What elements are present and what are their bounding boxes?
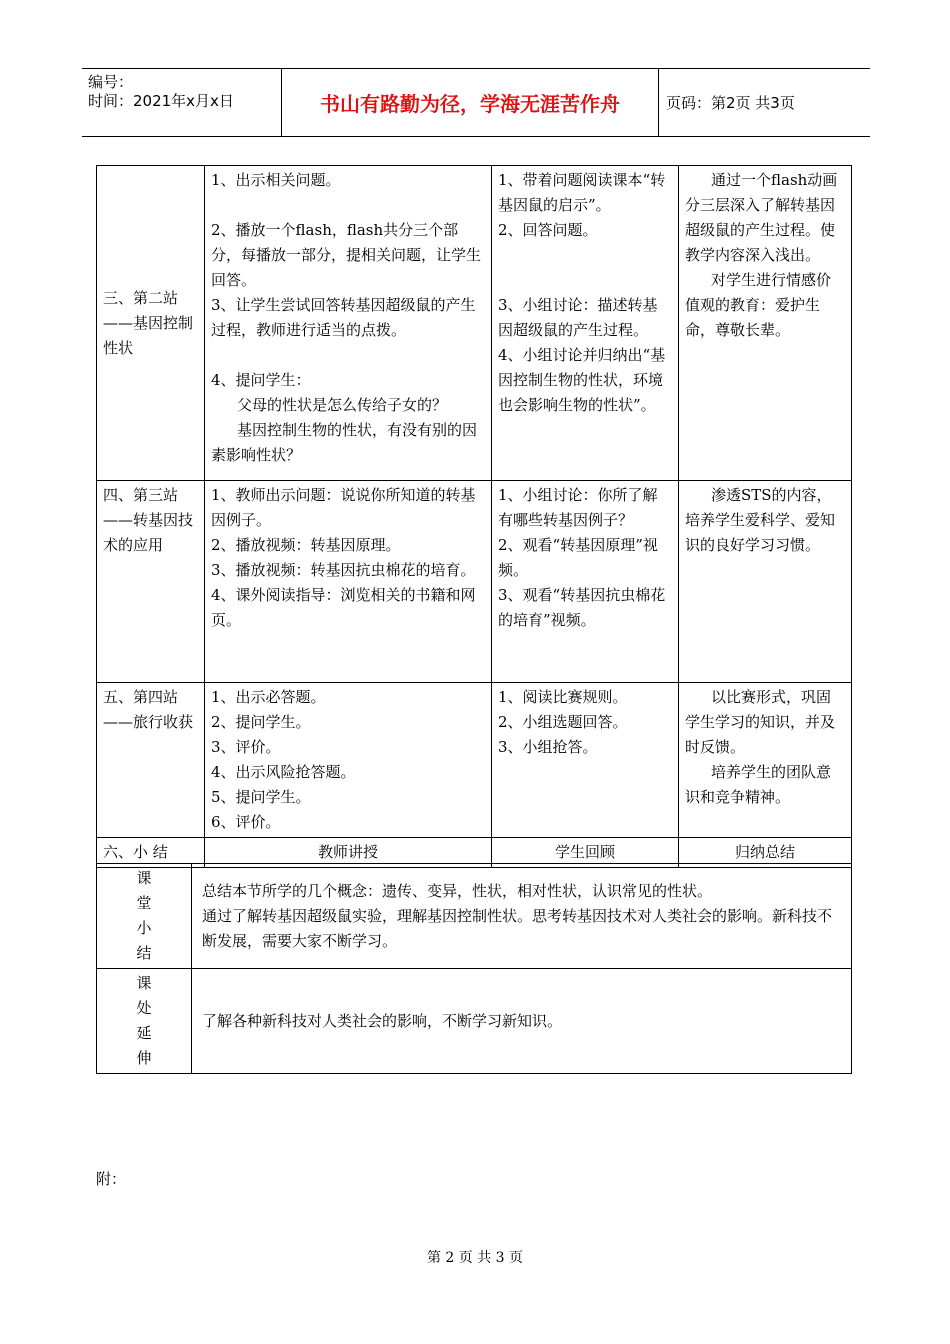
spacer <box>498 243 672 293</box>
number-label: 编号： <box>88 73 134 91</box>
page-header <box>82 68 870 137</box>
teacher-cell <box>205 481 492 683</box>
summary-intent: 归纳总结 <box>679 838 852 868</box>
lesson-table <box>96 165 852 868</box>
list-item: 2、播放视频：转基因原理。 <box>211 536 401 554</box>
list-item: 4、课外阅读指导：浏览相关的书籍和网页。 <box>211 586 476 629</box>
list-item: 1、出示相关问题。 <box>211 171 341 189</box>
motto: 书山有路勤为径，学海无涯苦作舟 <box>282 69 659 136</box>
list-item: 1、带着问题阅读课本“转基因鼠的启示”。 <box>498 171 666 214</box>
list-item: 2、回答问题。 <box>498 221 598 239</box>
class-summary-row <box>97 864 852 969</box>
extension-content: 了解各种新科技对人类社会的影响，不断学习新知识。 <box>192 969 852 1074</box>
list-item: 基因控制生物的性状，有没有别的因素影响性状？ <box>211 421 478 464</box>
class-summary-content <box>192 864 852 969</box>
appendix-label: 附： <box>96 1170 127 1188</box>
list-item: 3、小组抢答。 <box>498 738 598 756</box>
student-cell <box>492 481 679 683</box>
list-item: 2、提问学生。 <box>211 713 311 731</box>
list-item: 1、教师出示问题：说说你所知道的转基因例子。 <box>211 486 476 529</box>
extension-label <box>97 969 192 1074</box>
spacer <box>211 193 485 218</box>
teacher-cell <box>205 683 492 838</box>
list-item: 父母的性状是怎么传给子女的？ <box>237 396 448 414</box>
list-item: 培养学生的团队意识和竞争精神。 <box>685 763 832 806</box>
list-item: 3、评价。 <box>211 738 281 756</box>
list-item: 5、提问学生。 <box>211 788 311 806</box>
stage-cell: 三、第二站——基因控制性状 <box>97 166 205 481</box>
list-item: 通过一个flash动画分三层深入了解转基因超级鼠的产生过程。使教学内容深入浅出。 <box>685 171 838 264</box>
list-item: 3、让学生尝试回答转基因超级鼠的产生过程，教师进行适当的点拨。 <box>211 296 476 339</box>
extension-row <box>97 969 852 1074</box>
header-meta <box>82 69 282 136</box>
list-item: 1、小组讨论：你所了解有哪些转基因例子？ <box>498 486 658 529</box>
summary-student: 学生回顾 <box>492 838 679 868</box>
list-item: 2、播放一个flash，flash共分三个部分，每播放一部分，提相关问题，让学生回答。 <box>211 221 482 289</box>
list-item: 4、小组讨论并归纳出“基因控制生物的性状，环境也会影响生物的性状”。 <box>498 346 666 414</box>
vertical-label: 课处延伸 <box>136 974 152 1067</box>
list-item: 2、小组选题回答。 <box>498 713 628 731</box>
list-item: 2、观看“转基因原理”视频。 <box>498 536 658 579</box>
list-item: 6、评价。 <box>211 813 281 831</box>
summary-stage: 六、小 结 <box>97 838 205 868</box>
class-summary-label <box>97 864 192 969</box>
list-item: 渗透STS的内容，培养学生爱科学、爱知识的良好学习习惯。 <box>685 486 836 554</box>
table-row <box>97 481 852 683</box>
vertical-label: 课堂小结 <box>136 869 152 962</box>
list-item: 4、出示风险抢答题。 <box>211 763 356 781</box>
stage-cell: 四、第三站——转基因技术的应用 <box>97 481 205 683</box>
list-item: 通过了解转基因超级鼠实验，理解基因控制性状。思考转基因技术对人类社会的影响。新科技不断发展，需要大家不断学习。 <box>202 906 833 950</box>
list-item: 对学生进行情感价值观的教育：爱护生命，尊敬长辈。 <box>685 271 832 339</box>
spacer <box>211 343 485 368</box>
intent-cell <box>679 683 852 838</box>
list-item: 3、观看“转基因抗虫棉花的培育”视频。 <box>498 586 666 629</box>
page-footer: 第 2 页 共 3 页 <box>426 1250 524 1266</box>
table-row <box>97 683 852 838</box>
table-row <box>97 166 852 481</box>
intent-cell <box>679 481 852 683</box>
summary-table <box>96 863 852 1074</box>
list-item: 1、阅读比赛规则。 <box>498 688 628 706</box>
teacher-cell <box>205 166 492 481</box>
student-cell <box>492 683 679 838</box>
time-label: 时间：2021年x月x日 <box>88 92 234 110</box>
list-item: 3、播放视频：转基因抗虫棉花的培育。 <box>211 561 476 579</box>
list-item: 总结本节所学的几个概念：遗传、变异，性状，相对性状，认识常见的性状。 <box>202 881 713 900</box>
list-item: 3、小组讨论：描述转基因超级鼠的产生过程。 <box>498 296 658 339</box>
list-item: 4、提问学生： <box>211 371 311 389</box>
stage-cell: 五、第四站——旅行收获 <box>97 683 205 838</box>
intent-cell <box>679 166 852 481</box>
list-item: 1、出示必答题。 <box>211 688 326 706</box>
summary-teacher: 教师讲授 <box>205 838 492 868</box>
list-item: 以比赛形式，巩固学生学习的知识，并及时反馈。 <box>685 688 836 756</box>
student-cell <box>492 166 679 481</box>
page-code: 页码：第2页 共3页 <box>666 94 795 112</box>
